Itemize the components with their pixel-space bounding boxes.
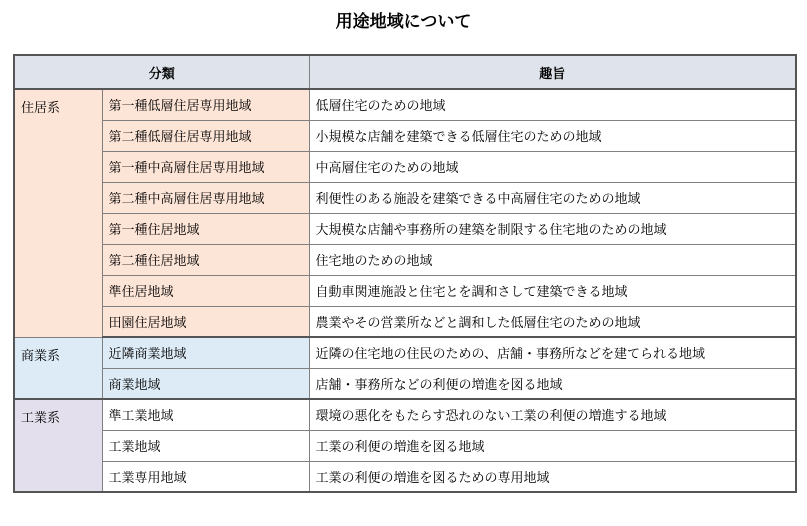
zone-purpose: 工業の利便の増進を図る地域 [309, 430, 796, 461]
zone-name: 工業専用地域 [102, 461, 309, 492]
table-row [14, 337, 796, 368]
zone-name: 第一種住居地域 [102, 213, 309, 244]
table-row [14, 151, 796, 182]
table-row [14, 213, 796, 244]
table-row [14, 368, 796, 399]
header-purpose: 趣旨 [309, 55, 796, 89]
zone-purpose: 近隣の住宅地の住民のための、店舗・事務所などを建てられる地域 [309, 337, 796, 368]
group-label-industrial: 工業系 [14, 399, 102, 492]
zoning-table [13, 54, 797, 493]
zone-purpose: 低層住宅のための地域 [309, 89, 796, 120]
table-row [14, 461, 796, 492]
zone-name: 商業地域 [102, 368, 309, 399]
zone-name: 工業地域 [102, 430, 309, 461]
table-row [14, 306, 796, 337]
zone-name: 第一種低層住居専用地域 [102, 89, 309, 120]
table-row [14, 399, 796, 430]
table-header-row [14, 55, 796, 89]
zone-name: 準工業地域 [102, 399, 309, 430]
zone-purpose: 自動車関連施設と住宅とを調和さして建築できる地域 [309, 275, 796, 306]
zone-purpose: 店舗・事務所などの利便の増進を図る地域 [309, 368, 796, 399]
zone-purpose: 小規模な店舗を建築できる低層住宅のための地域 [309, 120, 796, 151]
zone-purpose: 農業やその営業所などと調和した低層住宅のための地域 [309, 306, 796, 337]
zone-name: 第二種住居地域 [102, 244, 309, 275]
zone-purpose: 工業の利便の増進を図るための専用地域 [309, 461, 796, 492]
zone-purpose: 利便性のある施設を建築できる中高層住宅のための地域 [309, 182, 796, 213]
table-row [14, 244, 796, 275]
zone-purpose: 中高層住宅のための地域 [309, 151, 796, 182]
table-row [14, 182, 796, 213]
table-row [14, 120, 796, 151]
zone-name: 第一種中高層住居専用地域 [102, 151, 309, 182]
zone-name: 第二種低層住居専用地域 [102, 120, 309, 151]
table-row [14, 430, 796, 461]
table-row [14, 275, 796, 306]
zone-name: 第二種中高層住居専用地域 [102, 182, 309, 213]
zone-purpose: 環境の悪化をもたらす恐れのない工業の利便の増進する地域 [309, 399, 796, 430]
zone-name: 近隣商業地域 [102, 337, 309, 368]
page-title: 用途地域について [335, 12, 472, 32]
zone-purpose: 住宅地のための地域 [309, 244, 796, 275]
group-label-residential: 住居系 [14, 89, 102, 337]
table-row [14, 89, 796, 120]
header-category: 分類 [14, 55, 309, 89]
zone-purpose: 大規模な店舗や事務所の建築を制限する住宅地のための地域 [309, 213, 796, 244]
zone-name: 田園住居地域 [102, 306, 309, 337]
group-label-commercial: 商業系 [14, 337, 102, 399]
zone-name: 準住居地域 [102, 275, 309, 306]
